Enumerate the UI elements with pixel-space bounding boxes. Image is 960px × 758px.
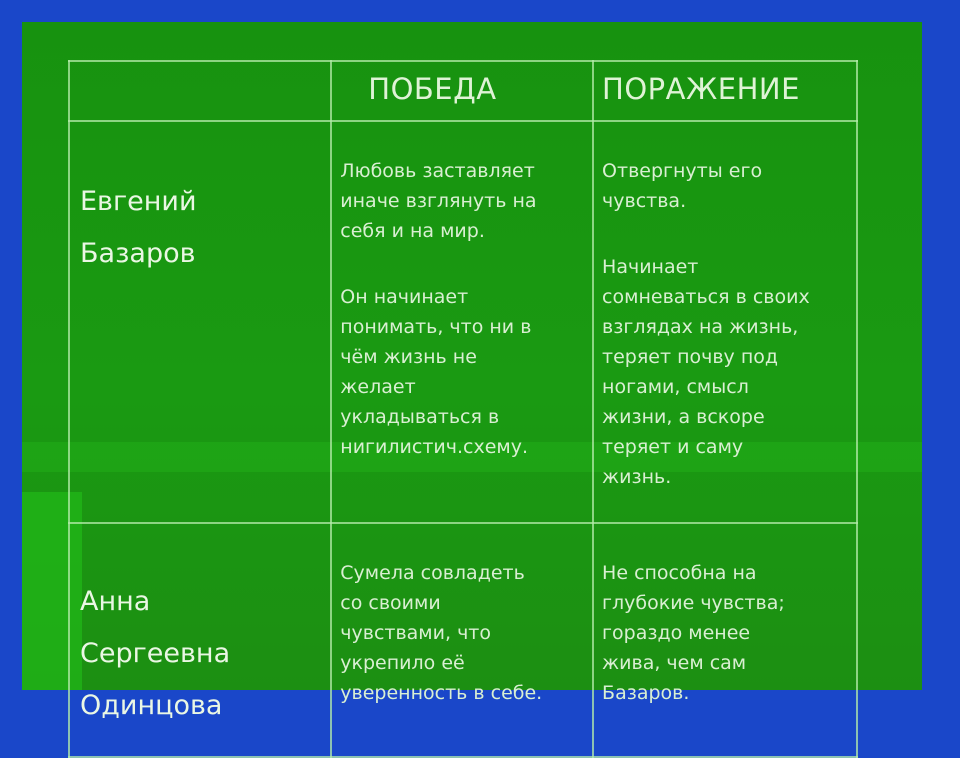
comparison-table xyxy=(68,60,858,758)
name-cell xyxy=(69,121,331,523)
win-cell xyxy=(331,523,593,757)
loss-text: Начинает сомневаться в своих взглядах на жизнь, теряет почву под ногами, смысл жизни, а вскоре теряет и саму жизнь. xyxy=(602,256,810,488)
win-text: Он начинает понимать, что ни в чём жизнь не желает укладываться в нигилистич.схему. xyxy=(340,286,532,458)
loss-text: Не способна на глубокие чувства; гораздо менее жива, чем сам Базаров. xyxy=(602,562,785,704)
header-win-label: ПОБЕДА xyxy=(368,72,497,106)
header-loss-cell xyxy=(593,61,857,121)
character-name: Анна Сергеевна Одинцова xyxy=(80,586,231,721)
header-empty-cell xyxy=(69,61,331,121)
win-text: Любовь заставляет иначе взглянуть на себя и на мир. xyxy=(340,160,537,242)
win-text: Сумела совладеть со своими чувствами, что укрепило её уверенность в себе. xyxy=(340,562,543,704)
name-cell xyxy=(69,523,331,757)
slide xyxy=(22,22,922,721)
loss-text: Отвергнуты его чувства. xyxy=(602,160,763,212)
loss-cell xyxy=(593,523,857,757)
header-loss-label: ПОРАЖЕНИЕ xyxy=(602,72,800,106)
table-header-row xyxy=(69,61,857,121)
header-win-cell xyxy=(331,61,593,121)
table-row xyxy=(69,523,857,757)
loss-cell xyxy=(593,121,857,523)
win-cell xyxy=(331,121,593,523)
table-row xyxy=(69,121,857,523)
character-name: Евгений Базаров xyxy=(80,186,197,269)
